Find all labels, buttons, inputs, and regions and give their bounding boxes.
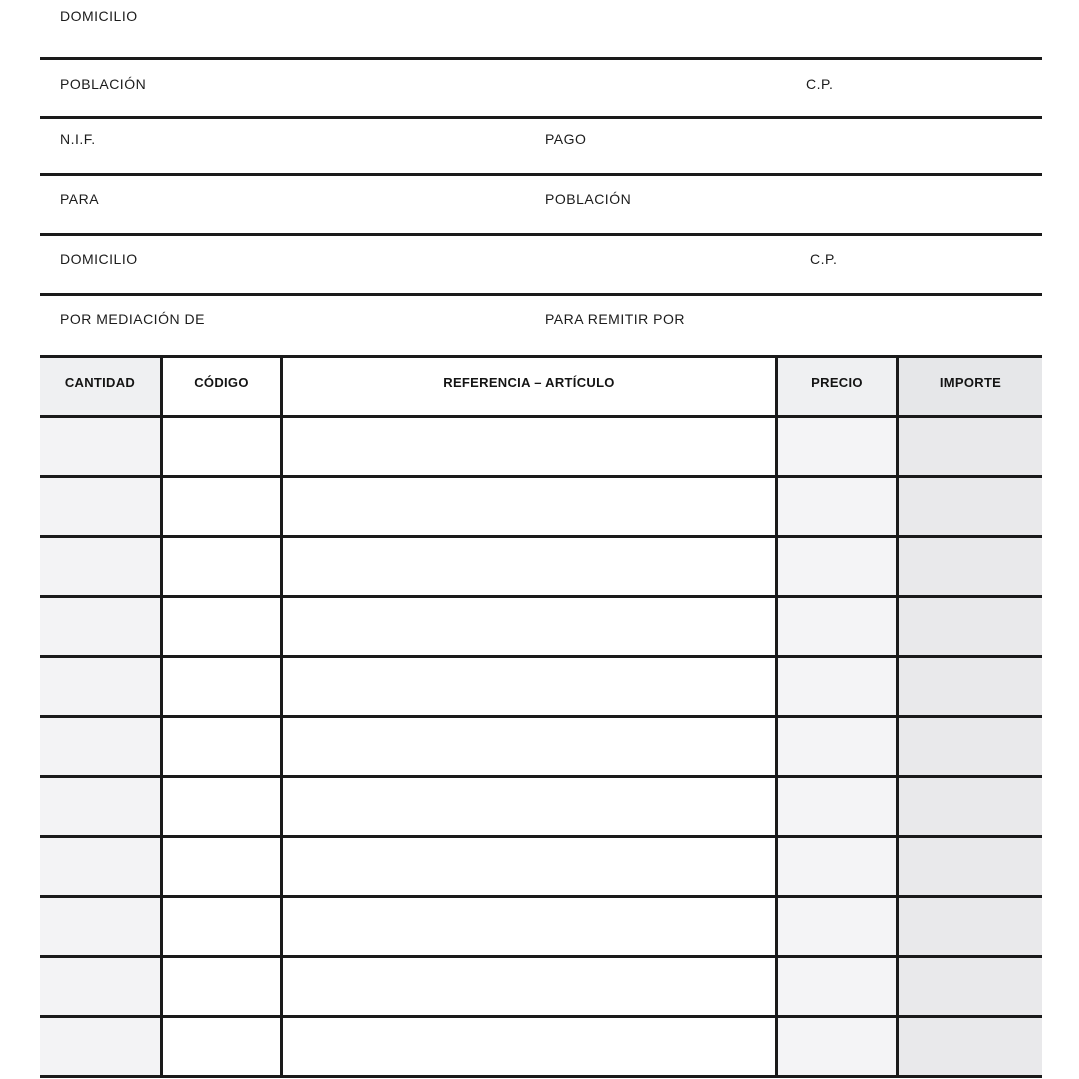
field-underline-1 bbox=[40, 57, 1042, 60]
pago-input-area[interactable] bbox=[600, 120, 1040, 168]
item-cell-precio[interactable] bbox=[778, 838, 899, 898]
item-cell-importe[interactable] bbox=[899, 418, 1042, 478]
column-header-precio: PRECIO bbox=[778, 358, 899, 418]
item-cell-importe[interactable] bbox=[899, 658, 1042, 718]
item-cell-precio[interactable] bbox=[778, 538, 899, 598]
item-cell-codigo[interactable] bbox=[163, 598, 283, 658]
field-label-cp-2: C.P. bbox=[810, 251, 838, 267]
item-cell-importe[interactable] bbox=[899, 478, 1042, 538]
poblacion-1-input-area[interactable] bbox=[165, 63, 785, 111]
item-cell-cantidad[interactable] bbox=[40, 718, 163, 778]
field-underline-2 bbox=[40, 116, 1042, 119]
field-label-por-mediacion-de: POR MEDIACIÓN DE bbox=[60, 311, 205, 327]
item-cell-referencia-articulo[interactable] bbox=[283, 778, 778, 838]
item-cell-importe[interactable] bbox=[899, 898, 1042, 958]
item-cell-importe[interactable] bbox=[899, 778, 1042, 838]
item-cell-cantidad[interactable] bbox=[40, 538, 163, 598]
item-cell-cantidad[interactable] bbox=[40, 898, 163, 958]
item-cell-referencia-articulo[interactable] bbox=[283, 898, 778, 958]
item-cell-precio[interactable] bbox=[778, 658, 899, 718]
item-cell-importe[interactable] bbox=[899, 718, 1042, 778]
cp-2-input-area[interactable] bbox=[855, 240, 1040, 288]
item-cell-codigo[interactable] bbox=[163, 898, 283, 958]
item-cell-precio[interactable] bbox=[778, 718, 899, 778]
item-cell-cantidad[interactable] bbox=[40, 658, 163, 718]
item-cell-codigo[interactable] bbox=[163, 838, 283, 898]
field-label-domicilio-2: DOMICILIO bbox=[60, 251, 138, 267]
item-cell-codigo[interactable] bbox=[163, 1018, 283, 1078]
item-cell-codigo[interactable] bbox=[163, 718, 283, 778]
item-cell-referencia-articulo[interactable] bbox=[283, 538, 778, 598]
item-cell-referencia-articulo[interactable] bbox=[283, 418, 778, 478]
item-cell-precio[interactable] bbox=[778, 898, 899, 958]
item-cell-referencia-articulo[interactable] bbox=[283, 1018, 778, 1078]
field-label-para: PARA bbox=[60, 191, 100, 207]
item-cell-precio[interactable] bbox=[778, 1018, 899, 1078]
poblacion-2-input-area[interactable] bbox=[655, 180, 1040, 228]
item-cell-codigo[interactable] bbox=[163, 778, 283, 838]
item-cell-cantidad[interactable] bbox=[40, 598, 163, 658]
field-label-poblacion-1: POBLACIÓN bbox=[60, 76, 147, 92]
para-input-area[interactable] bbox=[110, 180, 530, 228]
item-cell-cantidad[interactable] bbox=[40, 478, 163, 538]
item-cell-importe[interactable] bbox=[899, 958, 1042, 1018]
item-cell-cantidad[interactable] bbox=[40, 418, 163, 478]
item-cell-codigo[interactable] bbox=[163, 478, 283, 538]
item-cell-importe[interactable] bbox=[899, 1018, 1042, 1078]
item-cell-precio[interactable] bbox=[778, 958, 899, 1018]
item-cell-referencia-articulo[interactable] bbox=[283, 958, 778, 1018]
field-label-domicilio-1: DOMICILIO bbox=[60, 8, 138, 24]
item-cell-importe[interactable] bbox=[899, 838, 1042, 898]
item-cell-precio[interactable] bbox=[778, 778, 899, 838]
item-cell-referencia-articulo[interactable] bbox=[283, 838, 778, 898]
item-cell-cantidad[interactable] bbox=[40, 838, 163, 898]
field-label-cp-1: C.P. bbox=[806, 76, 834, 92]
item-cell-cantidad[interactable] bbox=[40, 778, 163, 838]
field-label-pago: PAGO bbox=[545, 131, 587, 147]
field-label-poblacion-2: POBLACIÓN bbox=[545, 191, 632, 207]
item-cell-referencia-articulo[interactable] bbox=[283, 598, 778, 658]
items-table bbox=[40, 355, 1042, 1078]
field-label-nif: N.I.F. bbox=[60, 131, 96, 147]
field-underline-5 bbox=[40, 293, 1042, 296]
field-underline-3 bbox=[40, 173, 1042, 176]
item-cell-referencia-articulo[interactable] bbox=[283, 718, 778, 778]
item-cell-precio[interactable] bbox=[778, 598, 899, 658]
item-cell-cantidad[interactable] bbox=[40, 1018, 163, 1078]
item-cell-referencia-articulo[interactable] bbox=[283, 658, 778, 718]
column-header-codigo: CÓDIGO bbox=[163, 358, 283, 418]
por-mediacion-de-input-area[interactable] bbox=[215, 300, 530, 350]
para-remitir-por-input-area[interactable] bbox=[705, 300, 1040, 350]
item-cell-referencia-articulo[interactable] bbox=[283, 478, 778, 538]
item-cell-importe[interactable] bbox=[899, 598, 1042, 658]
item-cell-codigo[interactable] bbox=[163, 958, 283, 1018]
cp-1-input-area[interactable] bbox=[850, 63, 1040, 111]
column-header-importe: IMPORTE bbox=[899, 358, 1042, 418]
item-cell-cantidad[interactable] bbox=[40, 958, 163, 1018]
nif-input-area[interactable] bbox=[110, 120, 530, 168]
item-cell-codigo[interactable] bbox=[163, 658, 283, 718]
domicilio-1-input-area[interactable] bbox=[155, 4, 1035, 52]
item-cell-codigo[interactable] bbox=[163, 538, 283, 598]
item-cell-codigo[interactable] bbox=[163, 418, 283, 478]
domicilio-2-input-area[interactable] bbox=[155, 240, 795, 288]
item-cell-precio[interactable] bbox=[778, 418, 899, 478]
item-cell-precio[interactable] bbox=[778, 478, 899, 538]
field-underline-4 bbox=[40, 233, 1042, 236]
item-cell-importe[interactable] bbox=[899, 538, 1042, 598]
column-header-referencia-articulo: REFERENCIA – ARTÍCULO bbox=[283, 358, 778, 418]
field-label-para-remitir-por: PARA REMITIR POR bbox=[545, 311, 685, 327]
column-header-cantidad: CANTIDAD bbox=[40, 358, 163, 418]
